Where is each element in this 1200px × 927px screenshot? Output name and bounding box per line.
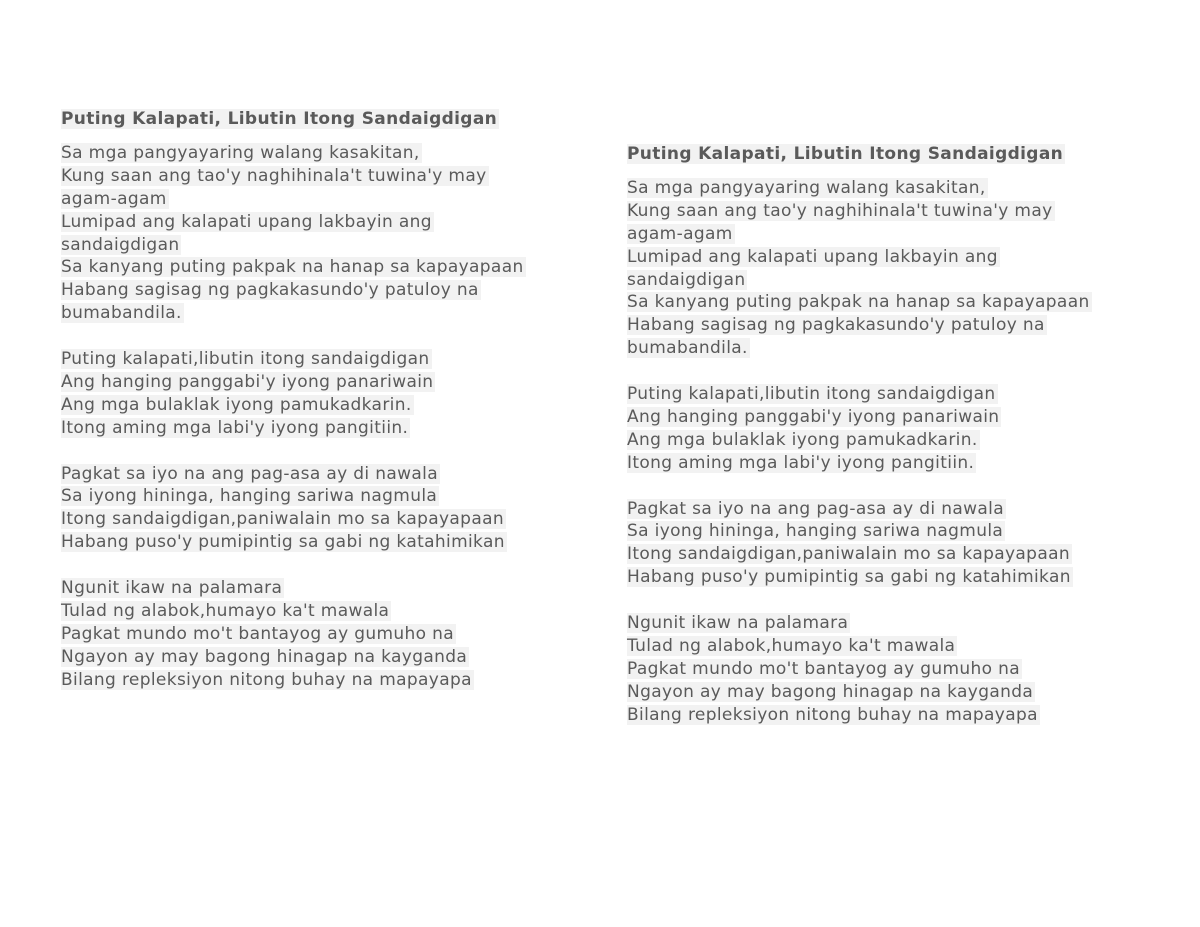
poem-line: Puting kalapati,libutin itong sandaigdigan — [627, 384, 996, 405]
poem-line: Kung saan ang tao'y naghihinala't tuwina'y may — [61, 165, 487, 186]
poem-line: Puting kalapati,libutin itong sandaigdigan — [61, 349, 430, 370]
poem-line: Ngayon ay may bagong hinagap na kayganda — [61, 646, 468, 667]
poem-line: Sa kanyang puting pakpak na hanap sa kapayapaan — [61, 257, 524, 278]
stanza — [61, 577, 601, 692]
poem-line: Ang hanging panggabi'y iyong panariwain — [61, 371, 434, 392]
poem-line: agam-agam — [61, 188, 167, 209]
poem-line: Pagkat mundo mo't bantayog ay gumuho na — [627, 658, 1021, 679]
poem-line: Sa iyong hininga, hanging sariwa nagmula — [627, 521, 1004, 542]
poem-line: Tulad ng alabok,humayo ka't mawala — [627, 635, 956, 656]
poem-line: Sa iyong hininga, hanging sariwa nagmula — [61, 486, 438, 507]
poem-line: Lumipad ang kalapati upang lakbayin ang — [61, 211, 432, 232]
poem-title: Puting Kalapati, Libutin Itong Sandaigdigan — [627, 144, 1064, 164]
poem-line: Sa kanyang puting pakpak na hanap sa kapayapaan — [627, 292, 1090, 313]
poem-line: Ngunit ikaw na palamara — [627, 613, 849, 634]
stanza — [627, 612, 1167, 727]
poem-line: Tulad ng alabok,humayo ka't mawala — [61, 600, 390, 621]
poem-line: sandaigdigan — [61, 234, 180, 255]
poem-line: Habang sagisag ng pagkakasundo'y patuloy na — [627, 315, 1045, 336]
poem-line: sandaigdigan — [627, 269, 746, 290]
stanza — [627, 383, 1167, 475]
stanza — [61, 142, 601, 325]
poem-line: Ngunit ikaw na palamara — [61, 578, 283, 599]
poem-line: Habang puso'y pumipintig sa gabi ng katahimikan — [61, 532, 505, 553]
poem-line: Habang puso'y pumipintig sa gabi ng katahimikan — [627, 567, 1071, 588]
poem-line: Ngayon ay may bagong hinagap na kayganda — [627, 681, 1034, 702]
stanza — [61, 348, 601, 440]
poem-line: Kung saan ang tao'y naghihinala't tuwina'y may — [627, 200, 1053, 221]
poem-line: Ang mga bulaklak iyong pamukadkarin. — [61, 394, 412, 415]
poem-column-left — [61, 108, 601, 715]
poem-line: Ang mga bulaklak iyong pamukadkarin. — [627, 429, 978, 450]
stanza — [627, 177, 1167, 360]
poem-line: Itong sandaigdigan,paniwalain mo sa kapayapaan — [61, 509, 504, 530]
poem-line: Itong aming mga labi'y iyong pangitiin. — [61, 417, 409, 438]
stanza — [627, 498, 1167, 590]
poem-line: Sa mga pangyayaring walang kasakitan, — [61, 142, 420, 163]
poem-line: agam-agam — [627, 223, 733, 244]
poem-line: Pagkat mundo mo't bantayog ay gumuho na — [61, 623, 455, 644]
poem-line: Pagkat sa iyo na ang pag-asa ay di nawala — [627, 498, 1005, 519]
stanza — [61, 463, 601, 555]
poem-line: Sa mga pangyayaring walang kasakitan, — [627, 177, 986, 198]
poem-line: Pagkat sa iyo na ang pag-asa ay di nawala — [61, 463, 439, 484]
poem-line: Itong aming mga labi'y iyong pangitiin. — [627, 452, 975, 473]
poem-line: Ang hanging panggabi'y iyong panariwain — [627, 406, 1000, 427]
poem-line: bumabandila. — [61, 303, 182, 324]
poem-line: Habang sagisag ng pagkakasundo'y patuloy na — [61, 280, 479, 301]
poem-line: Bilang repleksiyon nitong buhay na mapayapa — [627, 704, 1038, 725]
poem-column-right — [627, 143, 1167, 750]
poem-line: Itong sandaigdigan,paniwalain mo sa kapayapaan — [627, 544, 1070, 565]
poem-line: Bilang repleksiyon nitong buhay na mapayapa — [61, 669, 472, 690]
poem-line: bumabandila. — [627, 338, 748, 359]
poem-title: Puting Kalapati, Libutin Itong Sandaigdigan — [61, 109, 498, 129]
poem-line: Lumipad ang kalapati upang lakbayin ang — [627, 246, 998, 267]
